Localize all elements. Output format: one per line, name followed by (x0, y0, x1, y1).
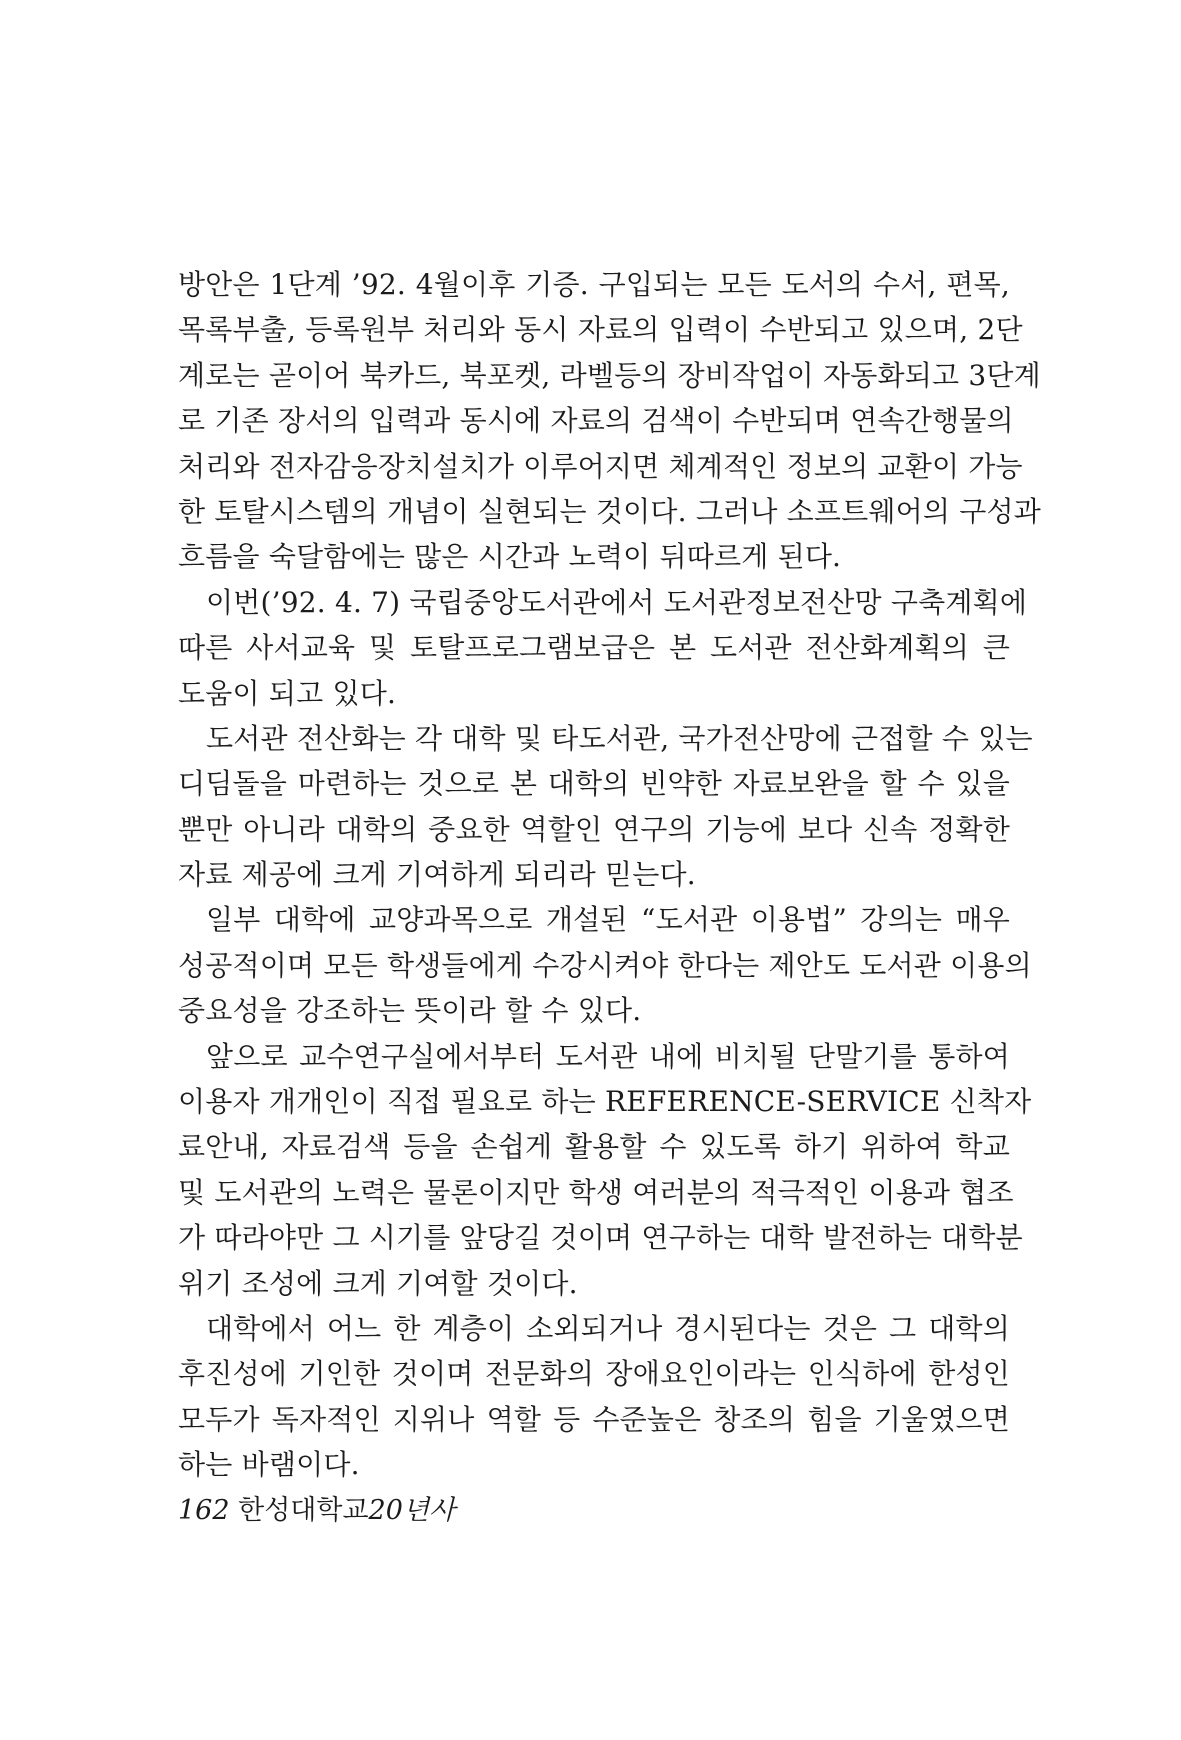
text-line: 대학에서 어느 한 계층이 소외되거나 경시된다는 것은 그 대학의 (206, 1311, 1010, 1345)
body-text (178, 262, 1041, 1488)
text-line: 이용자 개개인이 직접 필요로 하는 REFERENCE-SERVICE 신착자 (178, 1085, 1032, 1119)
text-line: 중요성을 강조하는 뜻이라 할 수 있다. (178, 994, 642, 1028)
book-title: 한성대학교 (238, 1495, 369, 1526)
paragraph-2 (178, 580, 1028, 716)
text-line: 성공적이며 모든 학생들에게 수강시켜야 한다는 제안도 도서관 이용의 (178, 948, 1032, 982)
paragraph-6 (178, 1306, 1010, 1488)
text-line: 자료 제공에 크게 기여하게 되리라 믿는다. (178, 858, 696, 892)
text-line: 계로는 곧이어 북카드, 북포켓, 라벨등의 장비작업이 자동화되고 3단계 (178, 358, 1041, 392)
text-line: 처리와 전자감응장치설치가 이루어지면 체계적인 정보의 교환이 가능 (178, 449, 1023, 483)
text-line: 일부 대학에 교양과목으로 개설된 “도서관 이용법” 강의는 매우 (206, 903, 1010, 937)
text-line: 디딤돌을 마련하는 것으로 본 대학의 빈약한 자료보완을 할 수 있을 (178, 767, 1010, 801)
text-line: 방안은 1단계 ’92. 4월이후 기증. 구입되는 모든 도서의 수서, 편목, (178, 268, 1010, 301)
text-line: 따른 사서교육 및 토탈프로그램보급은 본 도서관 전산화계획의 큰 (178, 631, 1010, 665)
text-line: 하는 바램이다. (178, 1448, 360, 1482)
page-number: 162 (178, 1495, 239, 1526)
page-footer (178, 1488, 455, 1527)
text-line: 이번(’92. 4. 7) 국립중앙도서관에서 도서관정보전산망 구축계획에 (206, 585, 1028, 619)
text-line: 도움이 되고 있다. (178, 676, 397, 710)
text-line: 후진성에 기인한 것이며 전문화의 장애요인이라는 인식하에 한성인 (178, 1357, 1010, 1391)
text-line: 료안내, 자료검색 등을 손쉽게 활용할 수 있도록 하기 위하여 학교 (178, 1130, 1010, 1164)
text-line: 뿐만 아니라 대학의 중요한 역할인 연구의 기능에 보다 신속 정확한 (178, 812, 1010, 846)
text-line: 도서관 전산화는 각 대학 및 타도서관, 국가전산망에 근접할 수 있는 (206, 721, 1033, 755)
book-year: 20년사 (368, 1495, 456, 1526)
text-line: 로 기존 장서의 입력과 동시에 자료의 검색이 수반되며 연속간행물의 (178, 404, 1014, 438)
text-line: 모두가 독자적인 지위나 역할 등 수준높은 창조의 힘을 기울였으면 (178, 1402, 1010, 1436)
paragraph-5 (178, 1034, 1032, 1306)
text-line: 및 도서관의 노력은 물론이지만 학생 여러분의 적극적인 이용과 협조 (178, 1175, 1014, 1209)
text-line: 위기 조성에 크게 기여할 것이다. (178, 1266, 578, 1300)
paragraph-3 (178, 716, 1033, 898)
paragraph-4 (178, 897, 1032, 1033)
paragraph-1 (178, 262, 1041, 580)
text-line: 앞으로 교수연구실에서부터 도서관 내에 비치될 단말기를 통하여 (206, 1039, 1010, 1073)
text-line: 목록부출, 등록원부 처리와 동시 자료의 입력이 수반되고 있으며, 2단 (178, 313, 1023, 347)
text-line: 가 따라야만 그 시기를 앞당길 것이며 연구하는 대학 발전하는 대학분 (178, 1221, 1023, 1255)
text-line: 흐름을 숙달함에는 많은 시간과 노력이 뒤따르게 된다. (178, 540, 842, 574)
text-line: 한 토탈시스템의 개념이 실현되는 것이다. 그러나 소프트웨어의 구성과 (178, 494, 1041, 528)
